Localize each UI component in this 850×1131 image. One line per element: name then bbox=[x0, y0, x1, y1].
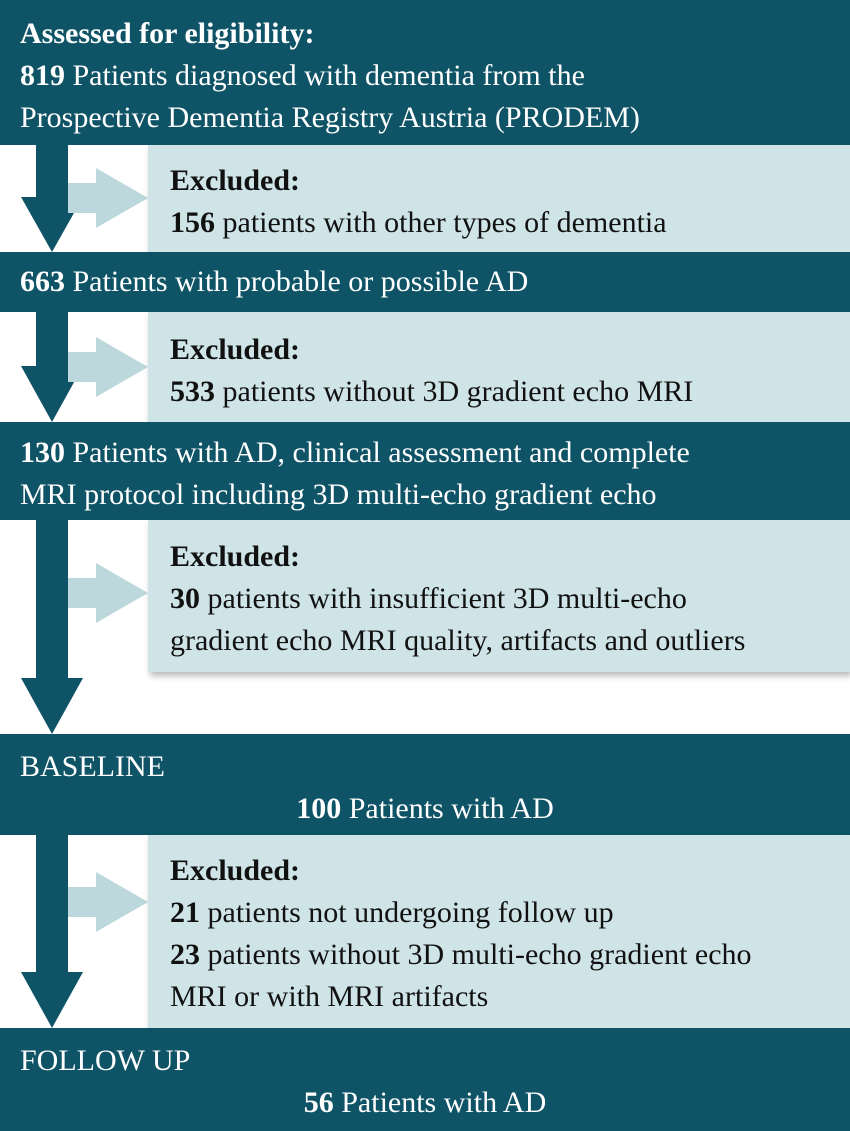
followup-line bbox=[20, 1082, 850, 1124]
followup-count: 56 bbox=[303, 1086, 334, 1119]
side-arrow-4 bbox=[68, 872, 148, 932]
complete-mri-text-2: MRI protocol including 3D multi-echo gradient echo bbox=[20, 478, 657, 511]
excluded-text-3a: patients with insufficient 3D multi-echo bbox=[200, 582, 687, 615]
excluded-line-4a bbox=[170, 892, 850, 934]
followup-text: Patients with AD bbox=[333, 1086, 547, 1119]
excluded-text-4c: MRI or with MRI artifacts bbox=[170, 980, 489, 1013]
probable-ad-count: 663 bbox=[20, 265, 65, 298]
excluded-box-2 bbox=[148, 312, 850, 422]
probable-ad-line bbox=[20, 261, 850, 303]
complete-mri-box bbox=[0, 422, 850, 520]
followup-box bbox=[0, 1028, 850, 1131]
followup-label: FOLLOW UP bbox=[20, 1044, 191, 1077]
eligibility-text-2: Prospective Dementia Registry Austria (PRODEM) bbox=[20, 101, 640, 134]
excluded-heading-2: Excluded: bbox=[170, 333, 301, 366]
side-arrow-1 bbox=[68, 168, 148, 228]
excluded-count-3: 30 bbox=[170, 582, 200, 615]
excluded-box-1 bbox=[148, 145, 850, 252]
baseline-count: 100 bbox=[296, 792, 342, 825]
excluded-heading-4: Excluded: bbox=[170, 854, 301, 887]
excluded-count-1: 156 bbox=[170, 206, 215, 239]
excluded-heading-1: Excluded: bbox=[170, 164, 301, 197]
down-arrow-3 bbox=[21, 520, 83, 734]
eligibility-heading: Assessed for eligibility: bbox=[20, 17, 315, 50]
complete-mri-text-1: Patients with AD, clinical assessment and complete bbox=[65, 436, 690, 469]
excluded-line-2 bbox=[170, 371, 850, 413]
down-arrow-4 bbox=[21, 835, 83, 1028]
excluded-text-2: patients without 3D gradient echo MRI bbox=[215, 375, 694, 408]
complete-mri-count: 130 bbox=[20, 436, 65, 469]
excluded-box-4 bbox=[148, 835, 850, 1028]
eligibility-count: 819 bbox=[20, 59, 65, 92]
excluded-text-1: patients with other types of dementia bbox=[215, 206, 667, 239]
eligibility-line-1 bbox=[20, 55, 850, 97]
baseline-text: Patients with AD bbox=[341, 792, 554, 825]
eligibility-text-1: Patients diagnosed with dementia from the bbox=[65, 59, 585, 92]
baseline-line bbox=[20, 788, 850, 830]
excluded-line-4b bbox=[170, 934, 850, 976]
eligibility-box bbox=[0, 0, 850, 145]
excluded-heading-3: Excluded: bbox=[170, 540, 301, 573]
complete-mri-line-1 bbox=[20, 432, 850, 474]
excluded-text-4a: patients not undergoing follow up bbox=[200, 896, 614, 929]
excluded-text-4b: patients without 3D multi-echo gradient echo bbox=[200, 938, 752, 971]
excluded-count-2: 533 bbox=[170, 375, 215, 408]
excluded-count-4a: 21 bbox=[170, 896, 200, 929]
probable-ad-text: Patients with probable or possible AD bbox=[65, 265, 529, 298]
baseline-label: BASELINE bbox=[20, 750, 165, 783]
excluded-text-3b: gradient echo MRI quality, artifacts and outliers bbox=[170, 624, 746, 657]
side-arrow-3 bbox=[68, 563, 148, 623]
excluded-line-3a bbox=[170, 578, 850, 620]
excluded-count-4b: 23 bbox=[170, 938, 200, 971]
baseline-box bbox=[0, 734, 850, 835]
excluded-line-1 bbox=[170, 202, 850, 244]
side-arrow-2 bbox=[68, 337, 148, 397]
excluded-box-3 bbox=[148, 520, 850, 672]
probable-ad-box bbox=[0, 252, 850, 312]
